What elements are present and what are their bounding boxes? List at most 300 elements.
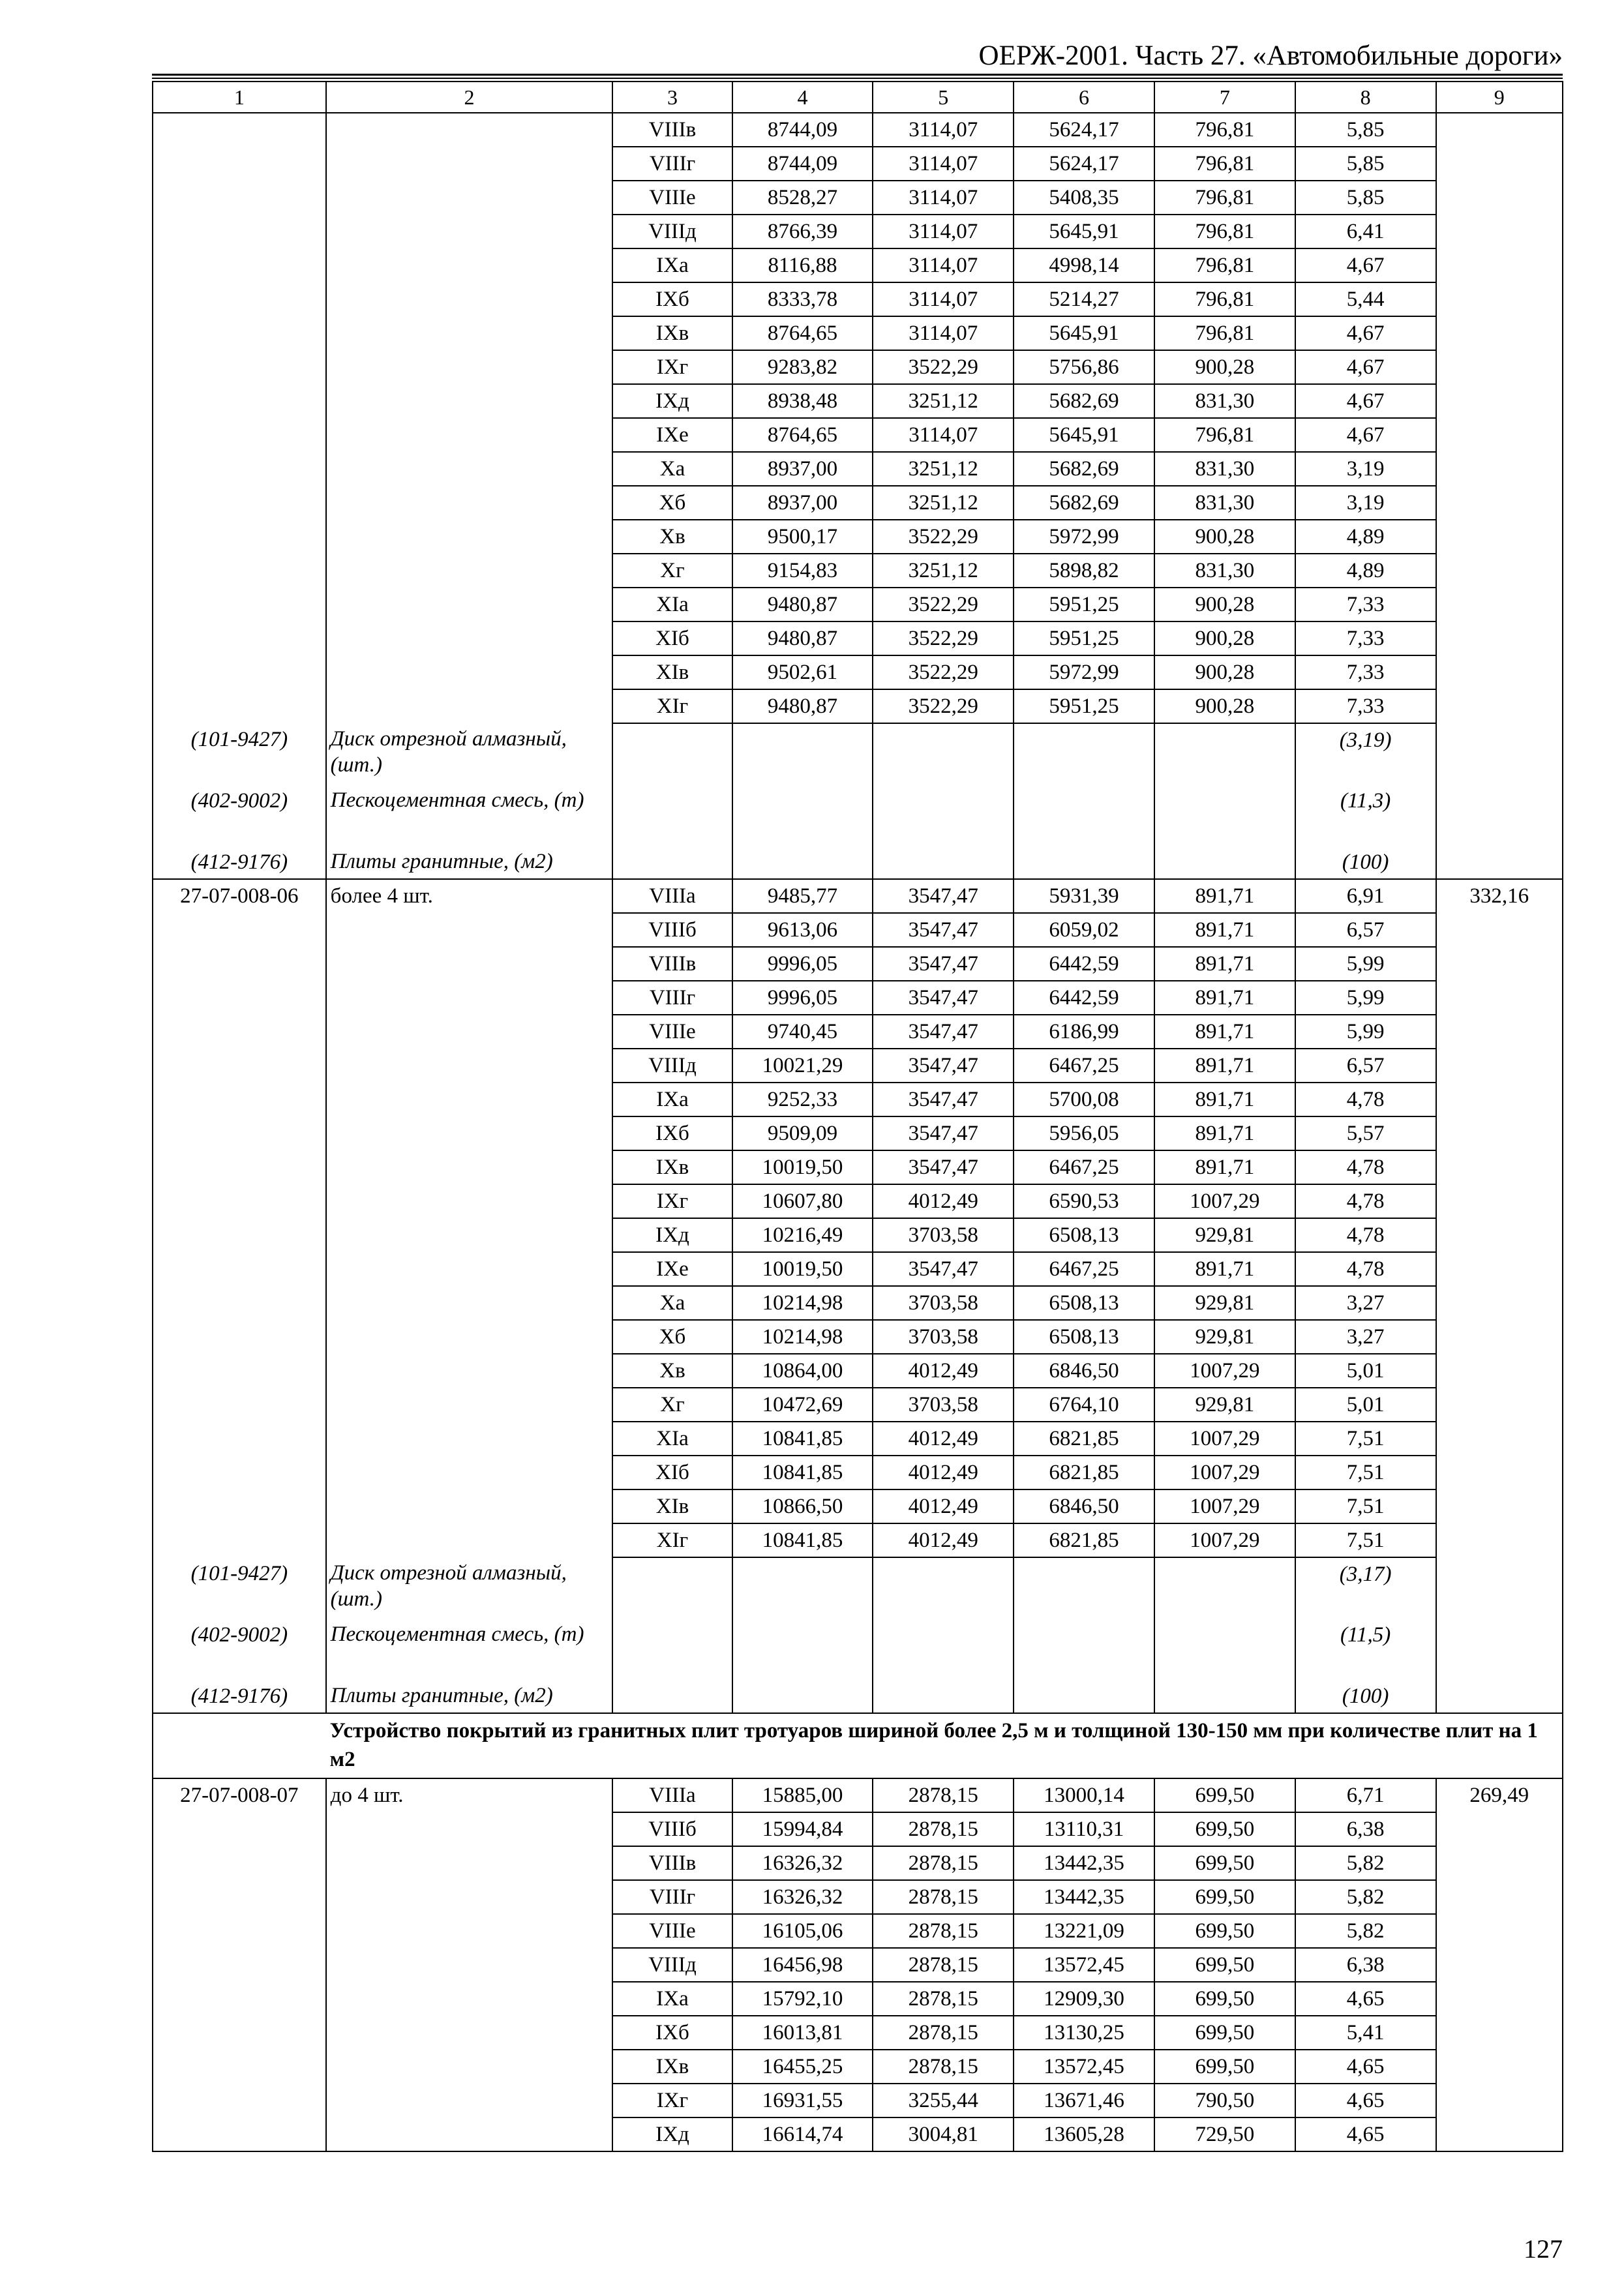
- table-row: [153, 1083, 1563, 1116]
- table-cell: [326, 947, 613, 981]
- table-cell: [153, 2117, 326, 2151]
- price-value: 4998,14: [1014, 248, 1154, 282]
- resource-name: Плиты гранитные, (м2): [326, 1680, 613, 1713]
- table-cell: [1436, 913, 1563, 947]
- resource-row: [153, 1557, 1563, 1619]
- price-value: 4,78: [1295, 1184, 1436, 1218]
- price-value: 5,01: [1295, 1354, 1436, 1388]
- column-number: 5: [873, 82, 1014, 113]
- price-value: 900,28: [1154, 655, 1295, 689]
- price-value: 3547,47: [873, 981, 1014, 1015]
- price-value: 796,81: [1154, 316, 1295, 350]
- price-value: 699,50: [1154, 1914, 1295, 1948]
- price-value: 3114,07: [873, 181, 1014, 215]
- resource-value: (100): [1295, 1680, 1436, 1713]
- table-cell: [153, 418, 326, 452]
- table-cell: [1436, 452, 1563, 486]
- table-cell: [612, 723, 732, 785]
- table-cell: [1436, 1388, 1563, 1422]
- price-value: 6,57: [1295, 1049, 1436, 1083]
- price-value: 3703,58: [873, 1218, 1014, 1252]
- zone-code: IXд: [612, 1218, 732, 1252]
- price-value: 7,51: [1295, 1422, 1436, 1456]
- table-cell: [153, 2050, 326, 2084]
- zone-code: VIIIе: [612, 181, 732, 215]
- price-value: 9996,05: [732, 981, 873, 1015]
- price-value: 8937,00: [732, 452, 873, 486]
- table-row: [153, 1982, 1563, 2016]
- table-cell: [1436, 2050, 1563, 2084]
- table-cell: [153, 621, 326, 655]
- price-value: 5951,25: [1014, 621, 1154, 655]
- table-row: [153, 2050, 1563, 2084]
- table-row: [153, 1252, 1563, 1286]
- price-value: 929,81: [1154, 1320, 1295, 1354]
- table-row: [153, 452, 1563, 486]
- price-value: 3547,47: [873, 1049, 1014, 1083]
- zone-code: IXг: [612, 1184, 732, 1218]
- table-cell: [1436, 1812, 1563, 1846]
- table-row: [153, 1354, 1563, 1388]
- price-value: 12909,30: [1014, 1982, 1154, 2016]
- price-value: 3522,29: [873, 520, 1014, 554]
- price-value: 891,71: [1154, 1116, 1295, 1150]
- price-value: 15885,00: [732, 1778, 873, 1812]
- price-value: 3251,12: [873, 452, 1014, 486]
- price-value: 10019,50: [732, 1150, 873, 1184]
- price-value: 1007,29: [1154, 1422, 1295, 1456]
- table-cell: [612, 785, 732, 846]
- price-value: 6442,59: [1014, 981, 1154, 1015]
- table-cell: [1014, 1619, 1154, 1680]
- table-cell: [153, 1846, 326, 1880]
- table-row: [153, 879, 1563, 913]
- price-value: 9485,77: [732, 879, 873, 913]
- price-value: 796,81: [1154, 248, 1295, 282]
- table-cell: [326, 1218, 613, 1252]
- zone-code: VIIIг: [612, 981, 732, 1015]
- table-cell: [1436, 1286, 1563, 1320]
- table-cell: [1436, 1049, 1563, 1083]
- rates-table: [152, 81, 1563, 2152]
- zone-code: XIв: [612, 655, 732, 689]
- table-cell: [326, 621, 613, 655]
- resource-row: [153, 723, 1563, 785]
- header-rule-secondary: [152, 78, 1563, 79]
- section-title: Устройство покрытий из гранитных плит тротуаров шириной более 2,5 м и толщиной 130-150 мм при количестве плит на 1 м2: [326, 1713, 1563, 1778]
- table-row: [153, 913, 1563, 947]
- price-value: 4,65: [1295, 1982, 1436, 2016]
- table-cell: [153, 655, 326, 689]
- table-cell: [326, 1880, 613, 1914]
- price-value: 8744,09: [732, 113, 873, 147]
- price-value: 2878,15: [873, 2050, 1014, 2084]
- table-cell: [153, 1388, 326, 1422]
- price-value: 7,33: [1295, 588, 1436, 621]
- table-cell: [153, 1489, 326, 1523]
- price-value: 8937,00: [732, 486, 873, 520]
- price-value: 796,81: [1154, 181, 1295, 215]
- table-cell: [153, 1880, 326, 1914]
- price-value: 10607,80: [732, 1184, 873, 1218]
- table-row: [153, 1812, 1563, 1846]
- price-value: 699,50: [1154, 2016, 1295, 2050]
- price-value: 13572,45: [1014, 2050, 1154, 2084]
- table-cell: [1436, 981, 1563, 1015]
- price-value: 5645,91: [1014, 316, 1154, 350]
- price-value: 3251,12: [873, 384, 1014, 418]
- price-value: 891,71: [1154, 1083, 1295, 1116]
- zone-code: IXв: [612, 2050, 732, 2084]
- price-value: 15994,84: [732, 1812, 873, 1846]
- price-value: 5,82: [1295, 1846, 1436, 1880]
- price-value: 699,50: [1154, 2050, 1295, 2084]
- table-cell: [1436, 1880, 1563, 1914]
- price-value: 10214,98: [732, 1320, 873, 1354]
- table-cell: [873, 723, 1014, 785]
- resource-name: Диск отрезной алмазный, (шт.): [326, 723, 613, 785]
- table-row: [153, 655, 1563, 689]
- price-value: 5214,27: [1014, 282, 1154, 316]
- price-value: 6,38: [1295, 1812, 1436, 1846]
- table-cell: [326, 384, 613, 418]
- price-value: 5898,82: [1014, 554, 1154, 588]
- table-cell: [326, 1846, 613, 1880]
- table-cell: [326, 350, 613, 384]
- table-row: [153, 316, 1563, 350]
- price-value: 5956,05: [1014, 1116, 1154, 1150]
- price-value: 16614,74: [732, 2117, 873, 2151]
- price-value: 5951,25: [1014, 689, 1154, 723]
- price-value: 5682,69: [1014, 452, 1154, 486]
- table-cell: [153, 1354, 326, 1388]
- price-value: 900,28: [1154, 520, 1295, 554]
- price-value: 9613,06: [732, 913, 873, 947]
- price-value: 3004,81: [873, 2117, 1014, 2151]
- resource-value: (3,17): [1295, 1557, 1436, 1619]
- table-cell: [612, 846, 732, 879]
- table-cell: [1436, 846, 1563, 879]
- price-value: 3255,44: [873, 2084, 1014, 2117]
- resource-code: (412-9176): [153, 846, 326, 879]
- table-cell: [1436, 2117, 1563, 2151]
- zone-code: Xа: [612, 452, 732, 486]
- table-cell: [326, 1083, 613, 1116]
- zone-code: XIб: [612, 1456, 732, 1489]
- price-value: 4,78: [1295, 1252, 1436, 1286]
- price-value: 3251,12: [873, 554, 1014, 588]
- table-row: [153, 981, 1563, 1015]
- table-row: [153, 1880, 1563, 1914]
- price-value: 891,71: [1154, 1049, 1295, 1083]
- price-value: 891,71: [1154, 1252, 1295, 1286]
- table-cell: [153, 1116, 326, 1150]
- price-value: 796,81: [1154, 418, 1295, 452]
- price-value: 6186,99: [1014, 1015, 1154, 1049]
- table-cell: [1436, 1680, 1563, 1713]
- table-cell: [873, 1680, 1014, 1713]
- page-header-title: ОЕРЖ-2001. Часть 27. «Автомобильные дороги»: [978, 40, 1563, 71]
- table-cell: [873, 1619, 1014, 1680]
- zone-code: IXб: [612, 282, 732, 316]
- price-value: 4012,49: [873, 1184, 1014, 1218]
- table-row: [153, 1388, 1563, 1422]
- table-cell: [153, 689, 326, 723]
- table-row: [153, 1523, 1563, 1557]
- zone-code: Xб: [612, 486, 732, 520]
- price-value: 9480,87: [732, 621, 873, 655]
- price-value: 796,81: [1154, 282, 1295, 316]
- resource-code: (402-9002): [153, 785, 326, 846]
- price-value: 3547,47: [873, 1083, 1014, 1116]
- table-cell: [1436, 689, 1563, 723]
- table-cell: [1436, 947, 1563, 981]
- table-cell: [1436, 1982, 1563, 2016]
- price-value: 7,51: [1295, 1523, 1436, 1557]
- price-value: 1007,29: [1154, 1354, 1295, 1388]
- table-cell: [873, 1557, 1014, 1619]
- table-cell: [326, 1150, 613, 1184]
- price-value: 5645,91: [1014, 418, 1154, 452]
- table-cell: [1436, 1846, 1563, 1880]
- price-value: 4012,49: [873, 1489, 1014, 1523]
- table-cell: [612, 1619, 732, 1680]
- price-value: 6508,13: [1014, 1286, 1154, 1320]
- price-value: 6846,50: [1014, 1354, 1154, 1388]
- table-row: [153, 1286, 1563, 1320]
- price-value: 831,30: [1154, 486, 1295, 520]
- price-value: 3547,47: [873, 913, 1014, 947]
- table-cell: [732, 846, 873, 879]
- table-row: [153, 1422, 1563, 1456]
- price-value: 6442,59: [1014, 947, 1154, 981]
- price-value: 7,33: [1295, 689, 1436, 723]
- price-value: 9480,87: [732, 588, 873, 621]
- price-value: 3547,47: [873, 947, 1014, 981]
- table-cell: [1436, 1523, 1563, 1557]
- table-cell: [326, 1489, 613, 1523]
- resource-row: [153, 1619, 1563, 1680]
- price-value: 6,41: [1295, 215, 1436, 248]
- price-value: 4,67: [1295, 418, 1436, 452]
- table-cell: [1436, 113, 1563, 147]
- price-value: 929,81: [1154, 1286, 1295, 1320]
- zone-code: VIIIд: [612, 1049, 732, 1083]
- price-value: 796,81: [1154, 215, 1295, 248]
- table-cell: [153, 1150, 326, 1184]
- zone-code: Xб: [612, 1320, 732, 1354]
- table-cell: [153, 1812, 326, 1846]
- table-cell: [873, 785, 1014, 846]
- table-cell: [1014, 1680, 1154, 1713]
- price-value: 891,71: [1154, 913, 1295, 947]
- table-row: [153, 486, 1563, 520]
- table-cell: [326, 215, 613, 248]
- price-value: 5,82: [1295, 1914, 1436, 1948]
- table-row: [153, 147, 1563, 181]
- price-value: 13442,35: [1014, 1880, 1154, 1914]
- price-value: 3251,12: [873, 486, 1014, 520]
- price-value: 8333,78: [732, 282, 873, 316]
- price-value: 5,44: [1295, 282, 1436, 316]
- zone-code: Xа: [612, 1286, 732, 1320]
- table-cell: [326, 981, 613, 1015]
- price-value: 2878,15: [873, 1880, 1014, 1914]
- table-row: [153, 181, 1563, 215]
- column-number: 6: [1014, 82, 1154, 113]
- price-value: 4,89: [1295, 520, 1436, 554]
- table-row: [153, 248, 1563, 282]
- table-cell: [153, 1286, 326, 1320]
- zone-code: XIг: [612, 1523, 732, 1557]
- zone-code: VIIIе: [612, 1914, 732, 1948]
- column-number: 2: [326, 82, 613, 113]
- table-row: [153, 1150, 1563, 1184]
- table-row: [153, 282, 1563, 316]
- price-value: 796,81: [1154, 147, 1295, 181]
- price-value: 699,50: [1154, 1982, 1295, 2016]
- table-cell: [1436, 1354, 1563, 1388]
- resource-value: (100): [1295, 846, 1436, 879]
- price-value: 6508,13: [1014, 1320, 1154, 1354]
- table-cell: [1154, 785, 1295, 846]
- table-cell: [1436, 384, 1563, 418]
- zone-code: Xв: [612, 520, 732, 554]
- price-value: 2878,15: [873, 1846, 1014, 1880]
- table-cell: [326, 655, 613, 689]
- table-cell: [153, 316, 326, 350]
- table-cell: [153, 452, 326, 486]
- zone-code: XIа: [612, 588, 732, 621]
- price-value: 6590,53: [1014, 1184, 1154, 1218]
- table-row: [153, 215, 1563, 248]
- table-row: [153, 1456, 1563, 1489]
- table-cell: [153, 1083, 326, 1116]
- price-value: 4012,49: [873, 1523, 1014, 1557]
- resource-code: (402-9002): [153, 1619, 326, 1680]
- table-cell: [153, 181, 326, 215]
- table-cell: [326, 2050, 613, 2084]
- resource-name: Плиты гранитные, (м2): [326, 846, 613, 879]
- table-cell: [326, 486, 613, 520]
- price-value: 831,30: [1154, 452, 1295, 486]
- price-value: 900,28: [1154, 588, 1295, 621]
- price-value: 9996,05: [732, 947, 873, 981]
- resource-code: (412-9176): [153, 1680, 326, 1713]
- price-value: 13671,46: [1014, 2084, 1154, 2117]
- rate-code: 27-07-008-06: [153, 879, 326, 913]
- table-cell: [153, 2084, 326, 2117]
- table-cell: [732, 1680, 873, 1713]
- price-value: 6467,25: [1014, 1049, 1154, 1083]
- price-value: 5682,69: [1014, 384, 1154, 418]
- price-value: 6,38: [1295, 1948, 1436, 1982]
- price-value: 3547,47: [873, 1015, 1014, 1049]
- resource-value: (11,5): [1295, 1619, 1436, 1680]
- price-value: 8744,09: [732, 147, 873, 181]
- price-value: 5,01: [1295, 1388, 1436, 1422]
- price-value: 699,50: [1154, 1880, 1295, 1914]
- resource-name: Диск отрезной алмазный, (шт.): [326, 1557, 613, 1619]
- price-value: 4,65: [1295, 2050, 1436, 2084]
- price-value: 3547,47: [873, 1116, 1014, 1150]
- table-row: [153, 1846, 1563, 1880]
- column-number: 8: [1295, 82, 1436, 113]
- table-cell: [326, 520, 613, 554]
- table-cell: [326, 1184, 613, 1218]
- table-cell: [1436, 1150, 1563, 1184]
- table-cell: [1436, 2016, 1563, 2050]
- zone-code: IXг: [612, 350, 732, 384]
- table-cell: [1436, 1184, 1563, 1218]
- zone-code: VIIIб: [612, 913, 732, 947]
- table-row: [153, 1116, 1563, 1150]
- table-cell: [153, 113, 326, 147]
- table-row: [153, 113, 1563, 147]
- table-cell: [326, 316, 613, 350]
- price-value: 8116,88: [732, 248, 873, 282]
- table-cell: [153, 520, 326, 554]
- table-cell: [326, 113, 613, 147]
- resource-row: [153, 785, 1563, 846]
- resource-row: [153, 1680, 1563, 1713]
- price-value: 900,28: [1154, 621, 1295, 655]
- table-cell: [326, 1286, 613, 1320]
- price-value: 3114,07: [873, 147, 1014, 181]
- table-cell: [326, 2016, 613, 2050]
- price-value: 831,30: [1154, 554, 1295, 588]
- price-value: 2878,15: [873, 1948, 1014, 1982]
- table-cell: [1154, 1619, 1295, 1680]
- table-cell: [1154, 723, 1295, 785]
- price-value: 3522,29: [873, 655, 1014, 689]
- price-value: 5408,35: [1014, 181, 1154, 215]
- price-value: 4,89: [1295, 554, 1436, 588]
- price-value: 900,28: [1154, 350, 1295, 384]
- price-value: 3703,58: [873, 1286, 1014, 1320]
- table-cell: [153, 1252, 326, 1286]
- price-value: 5645,91: [1014, 215, 1154, 248]
- price-value: 3114,07: [873, 248, 1014, 282]
- table-cell: [1436, 1948, 1563, 1982]
- zone-code: VIIIа: [612, 879, 732, 913]
- table-cell: [1014, 846, 1154, 879]
- table-cell: [153, 486, 326, 520]
- table-cell: [326, 1015, 613, 1049]
- table-cell: [732, 785, 873, 846]
- price-value: 6059,02: [1014, 913, 1154, 947]
- table-cell: [153, 2016, 326, 2050]
- price-value: 3522,29: [873, 621, 1014, 655]
- column-number: 7: [1154, 82, 1295, 113]
- table-cell: [153, 384, 326, 418]
- price-value: 10864,00: [732, 1354, 873, 1388]
- zone-code: XIг: [612, 689, 732, 723]
- price-value: 4012,49: [873, 1456, 1014, 1489]
- price-value: 900,28: [1154, 689, 1295, 723]
- price-value: 10019,50: [732, 1252, 873, 1286]
- table-cell: [153, 1948, 326, 1982]
- rate-code: 27-07-008-07: [153, 1778, 326, 1812]
- zone-code: Xв: [612, 1354, 732, 1388]
- price-value: 891,71: [1154, 879, 1295, 913]
- price-value: 10841,85: [732, 1456, 873, 1489]
- price-value: 13130,25: [1014, 2016, 1154, 2050]
- price-value: 831,30: [1154, 384, 1295, 418]
- price-value: 2878,15: [873, 1778, 1014, 1812]
- table-row: [153, 588, 1563, 621]
- table-cell: [326, 1812, 613, 1846]
